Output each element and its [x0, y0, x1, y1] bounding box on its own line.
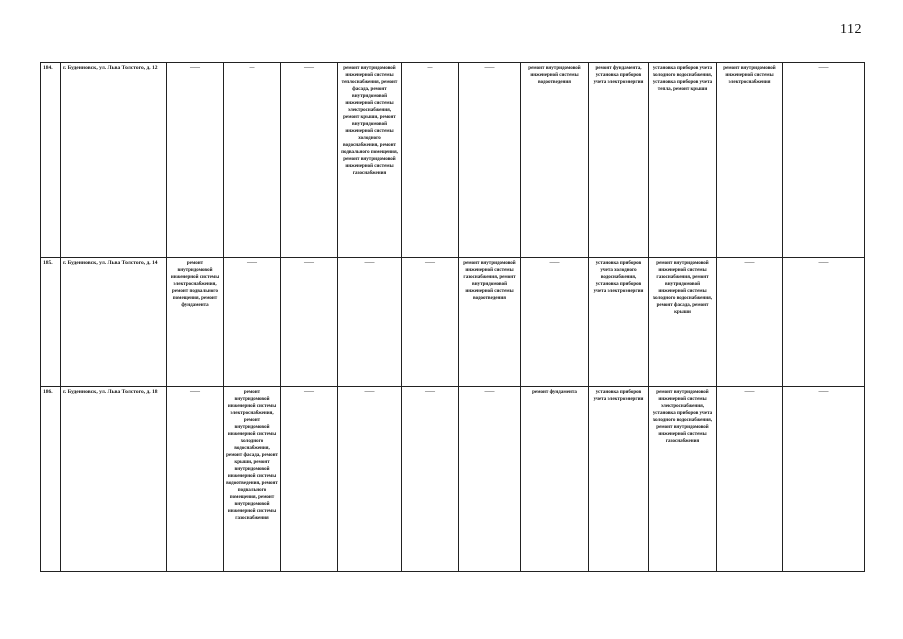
work-cell: —— — [167, 387, 224, 572]
row-address: г. Буденновск, ул. Льва Толстого, д. 12 — [61, 63, 167, 258]
row-address: г. Буденновск, ул. Льва Толстого, д. 14 — [61, 258, 167, 387]
work-cell: —— — [281, 387, 338, 572]
work-cell: —— — [717, 387, 783, 572]
work-cell: установка приборов учета холодного водоснабжения, установка приборов учета тепла, ремонт крыши — [649, 63, 717, 258]
work-cell: —— — [521, 258, 589, 387]
work-cell: —— — [224, 258, 281, 387]
work-cell: —— — [459, 63, 521, 258]
work-cell: — — [224, 63, 281, 258]
work-cell: ремонт внутридомовой инженерной системы электроснабжения, ремонт внутридомовой инженерной системы холодного водоснабжения, ремонт фасада, ремонт крыши, ремонт внутридомовой инженерной системы водоотведения, ремонт подвального помещения, ремонт внутридомовой инженерной системы газоснабжения — [224, 387, 281, 572]
work-cell: ремонт внутридомовой инженерной системы водоотведения — [521, 63, 589, 258]
work-cell: —— — [459, 387, 521, 572]
work-cell: —— — [783, 258, 865, 387]
work-cell: —— — [338, 258, 402, 387]
row-number: 186. — [41, 387, 61, 572]
work-cell: ремонт внутридомовой инженерной системы электроснабжения, установка приборов учета холодного водоснабжения, ремонт внутридомовой инженерной системы газоснабжения — [649, 387, 717, 572]
table-row — [41, 387, 865, 572]
work-cell: ремонт фундамента, установка приборов учета электроэнергии — [589, 63, 649, 258]
page-number: 112 — [840, 22, 862, 37]
row-number: 185. — [41, 258, 61, 387]
work-cell: ремонт внутридомовой инженерной системы газоснабжения, ремонт внутридомовой инженерной системы водоотведения — [459, 258, 521, 387]
work-cell: ремонт внутридомовой инженерной системы электроснабжения, ремонт подвального помещения, ремонт фундамента — [167, 258, 224, 387]
table-row — [41, 258, 865, 387]
work-cell: —— — [281, 258, 338, 387]
work-cell: —— — [783, 387, 865, 572]
work-cell: —— — [402, 258, 459, 387]
table-row — [41, 63, 865, 258]
work-cell: установка приборов учета холодного водоснабжения, установка приборов учета электроэнергии — [589, 258, 649, 387]
repair-schedule-table — [40, 62, 865, 572]
work-cell: ремонт внутридомовой инженерной системы теплоснабжения, ремонт фасада, ремонт внутридомовой инженерной системы электроснабжения, ремонт крыши, ремонт внутридомовой инженерной системы холодного водоснабжения, ремонт подвального помещения, ремонт внутридомовой инженерной системы газоснабжения — [338, 63, 402, 258]
row-number: 184. — [41, 63, 61, 258]
work-cell: —— — [402, 387, 459, 572]
work-cell: ремонт фундамента — [521, 387, 589, 572]
work-cell: —— — [783, 63, 865, 258]
row-address: г. Буденновск, ул. Льва Толстого, д. 18 — [61, 387, 167, 572]
work-cell: —— — [717, 258, 783, 387]
work-cell: —— — [338, 387, 402, 572]
work-cell: установка приборов учета электроэнергии — [589, 387, 649, 572]
work-cell: ремонт внутридомовой инженерной системы электроснабжения — [717, 63, 783, 258]
work-cell: —— — [281, 63, 338, 258]
work-cell: —— — [167, 63, 224, 258]
work-cell: ремонт внутридомовой инженерной системы газоснабжения, ремонт внутридомовой инженерной системы холодного водоснабжения, ремонт фасада, ремонт крыши — [649, 258, 717, 387]
work-cell: — — [402, 63, 459, 258]
